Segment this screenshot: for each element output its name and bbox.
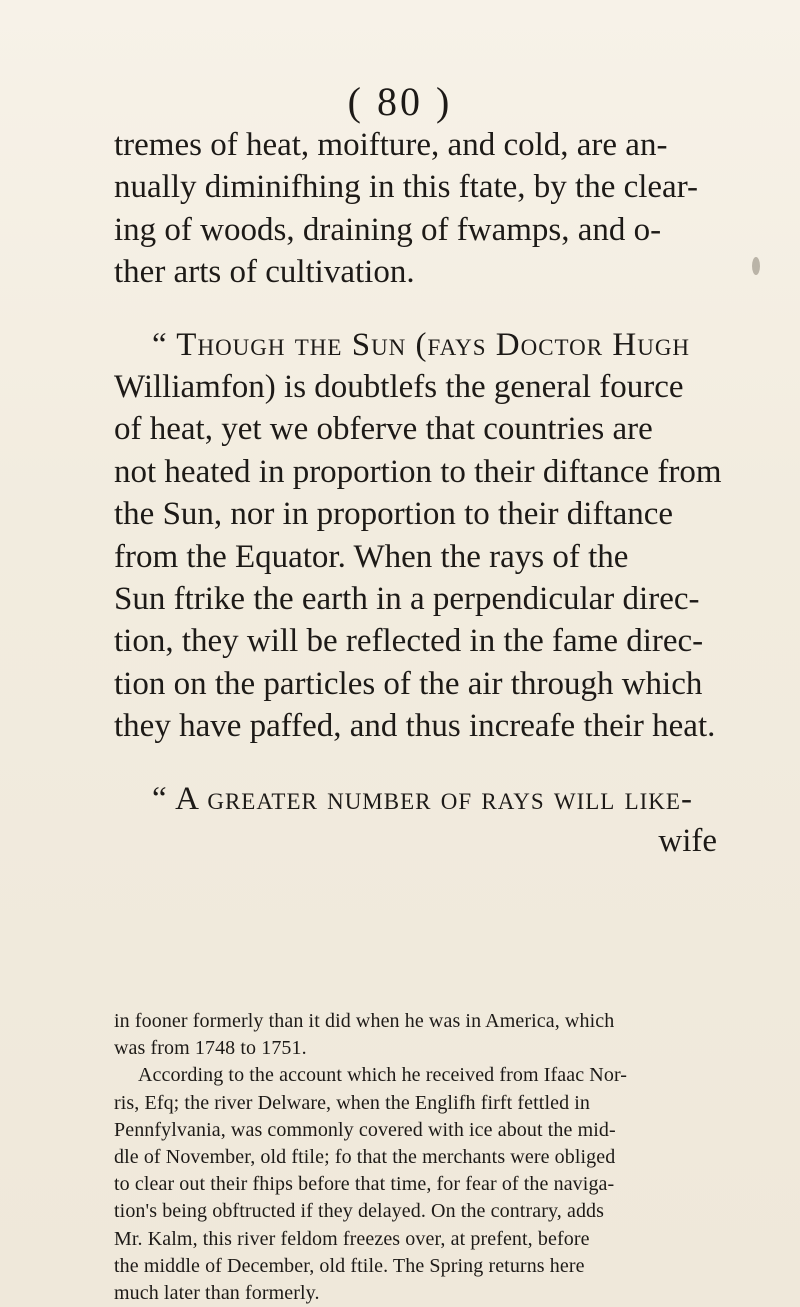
text-line: from the Equator. When the rays of the bbox=[114, 538, 629, 575]
paragraph-start: “ A greater number of rays will like- bbox=[152, 780, 693, 817]
footnote-line: Mr. Kalm, this river feldom freezes over, at prefent, before bbox=[114, 1227, 590, 1250]
footnote-line: ris, Efq; the river Delware, when the Englifh firft fettled in bbox=[114, 1091, 591, 1114]
text-line bbox=[114, 324, 734, 366]
text-line: ing of woods, draining of fwamps, and o- bbox=[114, 211, 662, 248]
text-line bbox=[114, 778, 734, 820]
footnote-line: Pennfylvania, was commonly covered with ice about the mid- bbox=[114, 1118, 616, 1141]
text-line: tion on the particles of the air through which bbox=[114, 665, 703, 702]
footnote-line: to clear out their fhips before that time, for fear of the naviga- bbox=[114, 1173, 615, 1196]
page-number: ( 80 ) bbox=[347, 79, 453, 124]
text-line: Sun ftrike the earth in a perpendicular direc- bbox=[114, 581, 700, 618]
paragraph-start: “ Though the Sun (fays Doctor Hugh bbox=[152, 326, 691, 363]
footnote-text: According to the account which he received from Ifaac Nor- bbox=[138, 1064, 628, 1087]
main-text bbox=[114, 124, 734, 863]
catchword: wife bbox=[658, 823, 717, 860]
footnote-line bbox=[114, 1062, 732, 1089]
paragraph-gap bbox=[114, 294, 734, 324]
text-line: the Sun, nor in proportion to their diftance bbox=[114, 496, 674, 533]
text-line: Williamfon) is doubtlefs the general fource bbox=[114, 369, 684, 406]
footnote-line: in fooner formerly than it did when he was in America, which bbox=[114, 1010, 615, 1032]
text-line: nually diminifhing in this ftate, by the clear- bbox=[114, 169, 699, 206]
text-line: of heat, yet we obferve that countries are bbox=[114, 411, 653, 448]
ink-spot bbox=[752, 257, 760, 275]
footnote bbox=[114, 1008, 732, 1307]
text-line: tion, they will be reflected in the fame direc- bbox=[114, 623, 704, 660]
footnote-line: the middle of December, old ftile. The Spring returns here bbox=[114, 1254, 585, 1277]
text-line: ther arts of cultivation. bbox=[114, 254, 415, 291]
text-line: not heated in proportion to their diftance from bbox=[114, 453, 722, 490]
footnote-line: was from 1748 to 1751. bbox=[114, 1037, 307, 1060]
paragraph-gap bbox=[114, 748, 734, 778]
footnote-line: dle of November, old ftile; fo that the merchants were obliged bbox=[114, 1146, 616, 1169]
text-line: tremes of heat, moifture, and cold, are an- bbox=[114, 127, 668, 163]
footnote-line: tion's being obftructed if they delayed. On the contrary, adds bbox=[114, 1200, 605, 1223]
text-line: they have paffed, and thus increafe their heat. bbox=[114, 708, 716, 745]
footnote-line: much later than formerly. bbox=[114, 1282, 320, 1305]
